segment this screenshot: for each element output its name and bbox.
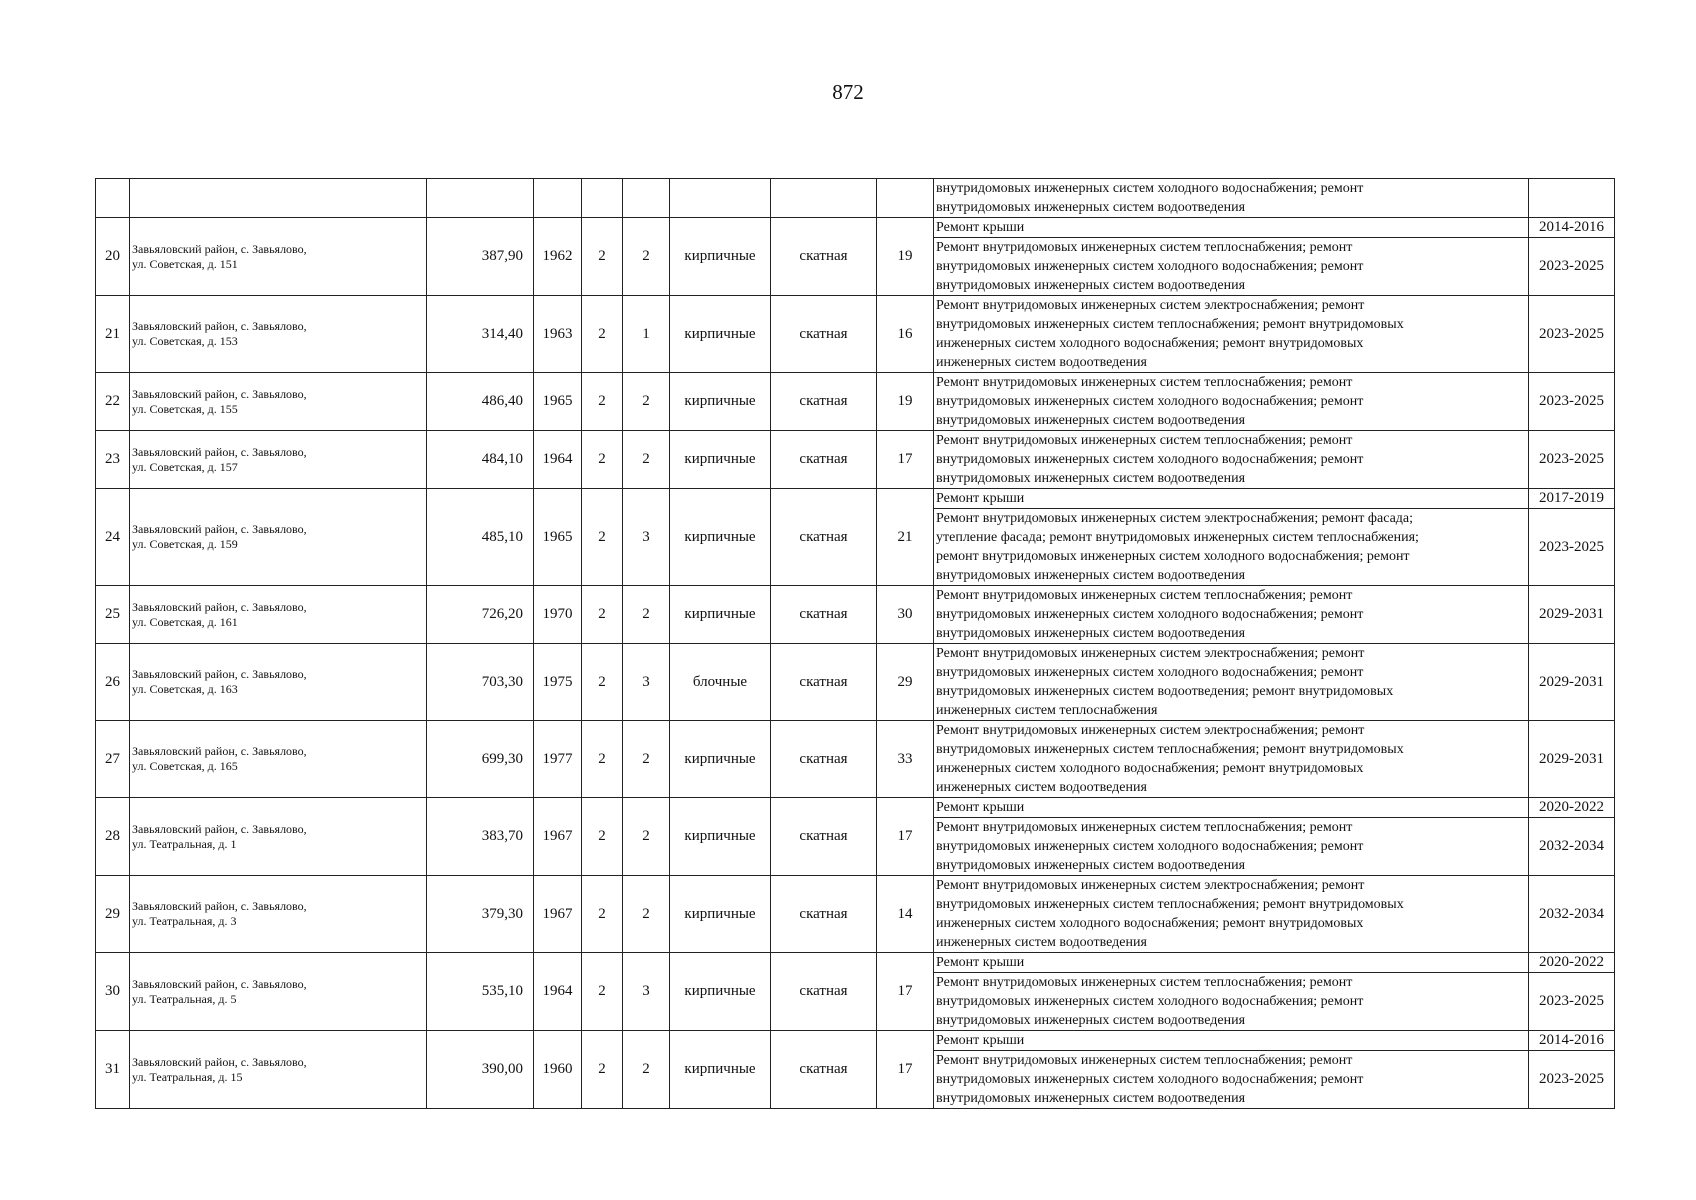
cell-period <box>1529 179 1615 218</box>
cell-floors: 2 <box>582 1031 623 1109</box>
work-line: Ремонт внутридомовых инженерных систем электроснабжения; ремонт <box>936 646 1365 661</box>
cell-roof: скатная <box>771 876 877 953</box>
work-line: Ремонт внутридомовых инженерных систем теплоснабжения; ремонт <box>936 820 1353 835</box>
cell-year <box>534 179 582 218</box>
cell-walls: кирпичные <box>670 431 771 489</box>
cell-roof: скатная <box>771 798 877 876</box>
cell-walls: кирпичные <box>670 489 771 586</box>
cell-residents: 30 <box>877 586 934 644</box>
cell-work <box>934 238 1529 296</box>
cell-work <box>934 296 1529 373</box>
table-row <box>96 1031 1615 1051</box>
cell-roof: скатная <box>771 1031 877 1109</box>
cell-entrances: 2 <box>623 1031 670 1109</box>
address-line: ул. Советская, д. 151 <box>132 256 238 271</box>
cell-period: 2020-2022 <box>1529 953 1615 973</box>
work-line: Ремонт крыши <box>936 491 1025 506</box>
cell-work <box>934 1031 1529 1051</box>
cell-num: 29 <box>96 876 130 953</box>
cell-year: 1962 <box>534 218 582 296</box>
cell-address <box>130 296 427 373</box>
cell-period: 2029-2031 <box>1529 721 1615 798</box>
cell-walls: кирпичные <box>670 953 771 1031</box>
cell-roof <box>771 179 877 218</box>
cell-residents: 17 <box>877 953 934 1031</box>
work-line: внутридомовых инженерных систем холодного водоснабжения; ремонт <box>936 994 1364 1009</box>
cell-year: 1960 <box>534 1031 582 1109</box>
cell-year: 1967 <box>534 876 582 953</box>
address-line: Завьяловский район, с. Завьялово, <box>132 744 307 758</box>
work-line: внутридомовых инженерных систем водоотведения <box>936 200 1246 215</box>
cell-entrances: 2 <box>623 586 670 644</box>
work-line: Ремонт внутридомовых инженерных систем электроснабжения; ремонт <box>936 723 1365 738</box>
cell-year: 1965 <box>534 489 582 586</box>
address-line: Завьяловский район, с. Завьялово, <box>132 821 307 836</box>
cell-work <box>934 644 1529 721</box>
cell-work <box>934 953 1529 973</box>
cell-period: 2032-2034 <box>1529 876 1615 953</box>
work-line: внутридомовых инженерных систем водоотведения <box>936 471 1246 486</box>
cell-entrances <box>623 179 670 218</box>
cell-floors: 2 <box>582 876 623 953</box>
cell-entrances: 1 <box>623 296 670 373</box>
cell-work <box>934 431 1529 489</box>
cell-period: 2023-2025 <box>1529 373 1615 431</box>
cell-floors: 2 <box>582 644 623 721</box>
work-line: внутридомовых инженерных систем водоотведения <box>936 568 1246 583</box>
cell-year: 1977 <box>534 721 582 798</box>
cell-roof: скатная <box>771 296 877 373</box>
cell-year: 1963 <box>534 296 582 373</box>
cell-entrances: 3 <box>623 644 670 721</box>
cell-roof: скатная <box>771 431 877 489</box>
work-line: Ремонт крыши <box>936 800 1025 815</box>
cell-address <box>130 876 427 953</box>
cell-num: 22 <box>96 373 130 431</box>
table-row <box>96 721 1615 798</box>
cell-address <box>130 798 427 876</box>
cell-residents: 16 <box>877 296 934 373</box>
cell-address <box>130 953 427 1031</box>
cell-period: 2029-2031 <box>1529 586 1615 644</box>
work-line: внутридомовых инженерных систем теплоснабжения; ремонт внутридомовых <box>936 742 1404 757</box>
cell-area <box>427 179 534 218</box>
work-line: Ремонт внутридомовых инженерных систем электроснабжения; ремонт фасада; <box>936 511 1414 526</box>
work-line: внутридомовых инженерных систем холодного водоснабжения; ремонт <box>936 1072 1364 1087</box>
work-line: Ремонт внутридомовых инженерных систем теплоснабжения; ремонт <box>936 375 1353 390</box>
work-line: внутридомовых инженерных систем холодного водоснабжения; ремонт <box>936 259 1364 274</box>
address-line: ул. Советская, д. 161 <box>132 614 238 629</box>
cell-floors: 2 <box>582 721 623 798</box>
address-line: Завьяловский район, с. Завьялово, <box>132 667 307 681</box>
cell-residents: 29 <box>877 644 934 721</box>
cell-period: 2017-2019 <box>1529 489 1615 509</box>
cell-walls <box>670 179 771 218</box>
work-line: инженерных систем холодного водоснабжения; ремонт внутридомовых <box>936 761 1364 776</box>
continuation-row <box>96 179 1615 218</box>
cell-residents: 17 <box>877 798 934 876</box>
address-line: Завьяловский район, с. Завьялово, <box>132 899 307 913</box>
cell-area: 383,70 <box>427 798 534 876</box>
cell-num: 23 <box>96 431 130 489</box>
table-row <box>96 953 1615 973</box>
cell-num: 21 <box>96 296 130 373</box>
cell-walls: кирпичные <box>670 218 771 296</box>
cell-floors: 2 <box>582 798 623 876</box>
cell-address <box>130 489 427 586</box>
address-line: Завьяловский район, с. Завьялово, <box>132 444 307 459</box>
cell-period: 2014-2016 <box>1529 1031 1615 1051</box>
work-line: внутридомовых инженерных систем холодного водоснабжения; ремонт <box>936 181 1364 196</box>
cell-residents: 17 <box>877 431 934 489</box>
cell-area: 314,40 <box>427 296 534 373</box>
cell-period: 2020-2022 <box>1529 798 1615 818</box>
cell-entrances: 2 <box>623 373 670 431</box>
cell-entrances: 2 <box>623 876 670 953</box>
cell-address <box>130 586 427 644</box>
cell-work <box>934 373 1529 431</box>
cell-address <box>130 218 427 296</box>
cell-roof: скатная <box>771 953 877 1031</box>
cell-entrances: 2 <box>623 721 670 798</box>
work-line: внутридомовых инженерных систем холодного водоснабжения; ремонт <box>936 394 1364 409</box>
work-line: Ремонт крыши <box>936 1033 1025 1048</box>
cell-num: 31 <box>96 1031 130 1109</box>
cell-residents: 17 <box>877 1031 934 1109</box>
address-line: ул. Советская, д. 153 <box>132 334 238 348</box>
cell-floors <box>582 179 623 218</box>
work-line: внутридомовых инженерных систем водоотведения <box>936 858 1246 873</box>
address-line: Завьяловский район, с. Завьялово, <box>132 241 307 256</box>
cell-residents: 19 <box>877 218 934 296</box>
work-line: внутридомовых инженерных систем теплоснабжения; ремонт внутридомовых <box>936 897 1404 912</box>
cell-floors: 2 <box>582 373 623 431</box>
work-line: внутридомовых инженерных систем водоотведения <box>936 278 1246 293</box>
cell-residents: 21 <box>877 489 934 586</box>
cell-work <box>934 721 1529 798</box>
cell-walls: блочные <box>670 644 771 721</box>
cell-work <box>934 1051 1529 1109</box>
housing-repair-table <box>95 178 1615 1109</box>
cell-floors: 2 <box>582 489 623 586</box>
cell-floors: 2 <box>582 953 623 1031</box>
cell-num: 25 <box>96 586 130 644</box>
cell-roof: скатная <box>771 721 877 798</box>
work-line: утепление фасада; ремонт внутридомовых инженерных систем теплоснабжения; <box>936 530 1419 545</box>
address-line: ул. Советская, д. 165 <box>132 759 238 773</box>
address-line: Завьяловский район, с. Завьялово, <box>132 599 307 614</box>
cell-period: 2023-2025 <box>1529 238 1615 296</box>
cell-address <box>130 721 427 798</box>
cell-walls: кирпичные <box>670 296 771 373</box>
work-line: инженерных систем холодного водоснабжения; ремонт внутридомовых <box>936 916 1364 931</box>
work-line: внутридомовых инженерных систем холодного водоснабжения; ремонт <box>936 452 1364 467</box>
work-line: инженерных систем водоотведения <box>936 355 1147 370</box>
cell-work <box>934 218 1529 238</box>
cell-work <box>934 509 1529 586</box>
cell-area: 535,10 <box>427 953 534 1031</box>
work-line: Ремонт внутридомовых инженерных систем электроснабжения; ремонт <box>936 878 1365 893</box>
cell-entrances: 3 <box>623 953 670 1031</box>
table-row <box>96 218 1615 238</box>
table-body <box>96 179 1615 1109</box>
cell-entrances: 2 <box>623 218 670 296</box>
cell-roof: скатная <box>771 489 877 586</box>
cell-area: 699,30 <box>427 721 534 798</box>
cell-walls: кирпичные <box>670 373 771 431</box>
cell-work <box>934 818 1529 876</box>
work-line: Ремонт внутридомовых инженерных систем теплоснабжения; ремонт <box>936 1053 1353 1068</box>
cell-address <box>130 179 427 218</box>
cell-entrances: 3 <box>623 489 670 586</box>
work-line: инженерных систем холодного водоснабжения; ремонт внутридомовых <box>936 336 1364 351</box>
address-line: Завьяловский район, с. Завьялово, <box>132 976 307 991</box>
cell-entrances: 2 <box>623 431 670 489</box>
cell-residents: 19 <box>877 373 934 431</box>
cell-walls: кирпичные <box>670 586 771 644</box>
cell-floors: 2 <box>582 296 623 373</box>
work-line: внутридомовых инженерных систем водоотведения <box>936 1013 1246 1028</box>
work-line: внутридомовых инженерных систем водоотведения <box>936 1091 1246 1106</box>
cell-period: 2023-2025 <box>1529 509 1615 586</box>
work-line: внутридомовых инженерных систем водоотведения; ремонт внутридомовых <box>936 684 1394 699</box>
cell-work <box>934 973 1529 1031</box>
work-line: инженерных систем теплоснабжения <box>936 703 1158 718</box>
cell-address <box>130 1031 427 1109</box>
cell-work <box>934 876 1529 953</box>
address-line: Завьяловский район, с. Завьялово, <box>132 522 307 536</box>
address-line: ул. Театральная, д. 3 <box>132 914 237 928</box>
table-row <box>96 296 1615 373</box>
cell-roof: скатная <box>771 586 877 644</box>
address-line: ул. Театральная, д. 5 <box>132 991 237 1006</box>
work-line: внутридомовых инженерных систем водоотведения <box>936 626 1246 641</box>
table-row <box>96 876 1615 953</box>
work-line: Ремонт крыши <box>936 955 1025 970</box>
page-number: 872 <box>832 80 864 104</box>
cell-area: 484,10 <box>427 431 534 489</box>
cell-year: 1964 <box>534 953 582 1031</box>
cell-year: 1975 <box>534 644 582 721</box>
address-line: Завьяловский район, с. Завьялово, <box>132 319 307 333</box>
cell-area: 726,20 <box>427 586 534 644</box>
cell-roof: скатная <box>771 218 877 296</box>
cell-num: 28 <box>96 798 130 876</box>
cell-year: 1965 <box>534 373 582 431</box>
cell-walls: кирпичные <box>670 1031 771 1109</box>
cell-year: 1964 <box>534 431 582 489</box>
cell-year: 1970 <box>534 586 582 644</box>
cell-period: 2032-2034 <box>1529 818 1615 876</box>
cell-entrances: 2 <box>623 798 670 876</box>
cell-walls: кирпичные <box>670 798 771 876</box>
cell-floors: 2 <box>582 431 623 489</box>
table-row <box>96 373 1615 431</box>
cell-address <box>130 644 427 721</box>
cell-period: 2023-2025 <box>1529 973 1615 1031</box>
cell-area: 486,40 <box>427 373 534 431</box>
cell-area: 485,10 <box>427 489 534 586</box>
work-line: Ремонт внутридомовых инженерных систем теплоснабжения; ремонт <box>936 975 1353 990</box>
work-line: Ремонт внутридомовых инженерных систем теплоснабжения; ремонт <box>936 588 1353 603</box>
cell-floors: 2 <box>582 218 623 296</box>
cell-address <box>130 431 427 489</box>
cell-num: 20 <box>96 218 130 296</box>
work-line: ремонт внутридомовых инженерных систем холодного водоснабжения; ремонт <box>936 549 1410 564</box>
cell-work <box>934 489 1529 509</box>
cell-residents: 33 <box>877 721 934 798</box>
table-row <box>96 431 1615 489</box>
work-line: внутридомовых инженерных систем теплоснабжения; ремонт внутридомовых <box>936 317 1404 332</box>
cell-walls: кирпичные <box>670 721 771 798</box>
address-line: ул. Театральная, д. 15 <box>132 1069 243 1084</box>
address-line: ул. Советская, д. 157 <box>132 459 238 474</box>
address-line: ул. Театральная, д. 1 <box>132 836 237 851</box>
address-line: Завьяловский район, с. Завьялово, <box>132 1054 307 1069</box>
work-line: внутридомовых инженерных систем холодного водоснабжения; ремонт <box>936 665 1364 680</box>
cell-area: 379,30 <box>427 876 534 953</box>
cell-walls: кирпичные <box>670 876 771 953</box>
work-line: инженерных систем водоотведения <box>936 780 1147 795</box>
table-row <box>96 798 1615 818</box>
cell-work <box>934 798 1529 818</box>
address-line: ул. Советская, д. 163 <box>132 682 238 696</box>
work-line: Ремонт внутридомовых инженерных систем электроснабжения; ремонт <box>936 298 1365 313</box>
cell-area: 390,00 <box>427 1031 534 1109</box>
cell-period: 2023-2025 <box>1529 1051 1615 1109</box>
cell-roof: скатная <box>771 644 877 721</box>
address-line: ул. Советская, д. 155 <box>132 401 238 416</box>
table-row <box>96 586 1615 644</box>
cell-period: 2029-2031 <box>1529 644 1615 721</box>
work-line: Ремонт крыши <box>936 220 1025 235</box>
work-line: внутридомовых инженерных систем водоотведения <box>936 413 1246 428</box>
cell-roof: скатная <box>771 373 877 431</box>
cell-num: 27 <box>96 721 130 798</box>
cell-area: 703,30 <box>427 644 534 721</box>
work-line: внутридомовых инженерных систем холодного водоснабжения; ремонт <box>936 839 1364 854</box>
cell-floors: 2 <box>582 586 623 644</box>
cell-num: 26 <box>96 644 130 721</box>
cell-work <box>934 586 1529 644</box>
cell-num <box>96 179 130 218</box>
cell-period: 2023-2025 <box>1529 296 1615 373</box>
work-line: Ремонт внутридомовых инженерных систем теплоснабжения; ремонт <box>936 240 1353 255</box>
address-line: Завьяловский район, с. Завьялово, <box>132 386 307 401</box>
cell-work <box>934 179 1529 218</box>
cell-num: 30 <box>96 953 130 1031</box>
table-row <box>96 489 1615 509</box>
cell-year: 1967 <box>534 798 582 876</box>
work-line: внутридомовых инженерных систем холодного водоснабжения; ремонт <box>936 607 1364 622</box>
cell-period: 2023-2025 <box>1529 431 1615 489</box>
cell-address <box>130 373 427 431</box>
cell-num: 24 <box>96 489 130 586</box>
address-line: ул. Советская, д. 159 <box>132 537 238 551</box>
work-line: инженерных систем водоотведения <box>936 935 1147 950</box>
cell-residents: 14 <box>877 876 934 953</box>
cell-residents <box>877 179 934 218</box>
table-row <box>96 644 1615 721</box>
work-line: Ремонт внутридомовых инженерных систем теплоснабжения; ремонт <box>936 433 1353 448</box>
cell-period: 2014-2016 <box>1529 218 1615 238</box>
cell-area: 387,90 <box>427 218 534 296</box>
